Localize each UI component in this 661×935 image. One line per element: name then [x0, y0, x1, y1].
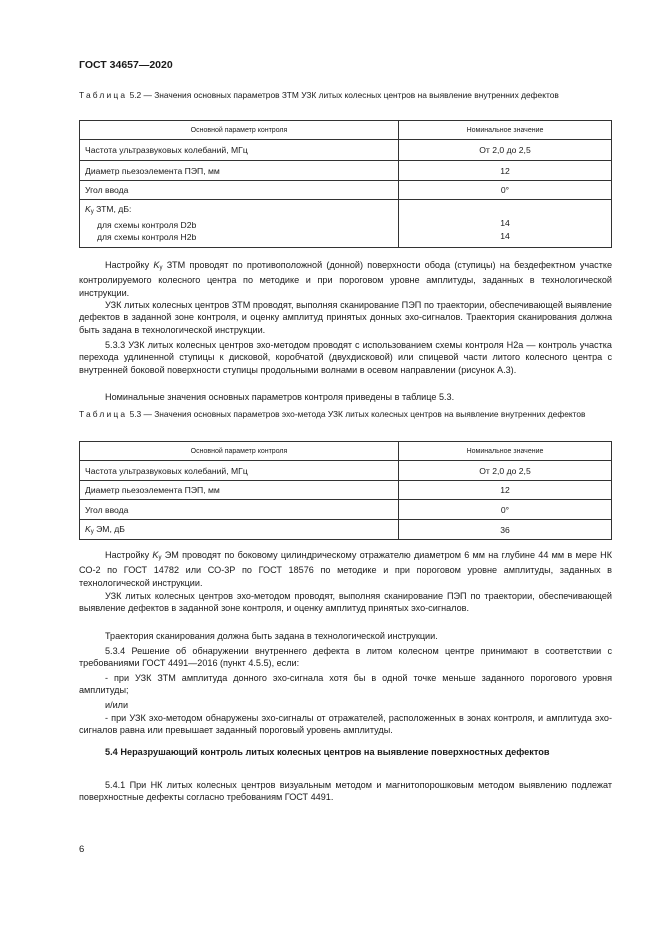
ky-subscript: у [90, 209, 94, 216]
ky-value: 14 [500, 218, 510, 229]
table-header-row [80, 442, 612, 461]
param-cell [80, 200, 399, 248]
table-row [80, 481, 612, 500]
table-row [80, 140, 612, 161]
paragraph: и/или [105, 700, 129, 710]
table-header-row [80, 121, 612, 140]
value-cell: 12 [399, 481, 612, 500]
value-cell [399, 200, 612, 248]
table-5-2 [79, 120, 612, 248]
list-item: - при УЗК эхо-методом обнаружены эхо-сигналы от отражателей, расположенных в зонах контроля, и амплитуда эхо-сигналов равна или превышает заданный пороговый уровень амплитуды. [79, 713, 612, 736]
column-header-parameter: Основной параметр контроля [80, 442, 399, 461]
section-heading-5-4: 5.4 Неразрушающий контроль литых колесных центров на выявление поверхностных дефектов [105, 747, 550, 757]
table-5-2-caption [79, 90, 612, 101]
param-cell: Диаметр пьезоэлемента ПЭП, мм [80, 161, 399, 181]
table-row [80, 200, 612, 248]
param-cell: Угол ввода [80, 500, 399, 520]
table-row [80, 461, 612, 481]
paragraph: Настройку $K_у$ ЭМ проводят по боковому цилиндрическому отражателю диаметром 6 мм на глубине 44 мм в мере НК СО-2 по ГОСТ 14782 или СО-3Р по ГОСТ 18576 по методике и при пороговом уровне амплитуды, заданных в технологической инструкции. [79, 550, 612, 588]
param-cell: Диаметр пьезоэлемента ПЭП, мм [80, 481, 399, 500]
caption-text: 5.3 — Значения основных параметров эхо-метода УЗК литых колесных центров на выявление внутренних дефектов [127, 409, 586, 419]
paragraph: Траектория сканирования должна быть задана в технологической инструкции. [105, 631, 438, 641]
ky-label-rest: ЭМ, дБ [93, 524, 125, 534]
paragraph-5-3-3: 5.3.3 УЗК литых колесных центров эхо-методом проводят с использованием схемы контроля H2a — контроль участка перехода удлиненной ступицы к дисковой, коробчатой (двухдисковой) или спицевой части литого колесного центра с внутренней боковой поверхности ступицы продольными волнами в осевом направлении (рисунок А.3). [79, 340, 612, 375]
list-item: - при УЗК ЗТМ амплитуда донного эхо-сигнала хотя бы в одной точке меньше заданного порогового уровня амплитуды; [79, 673, 612, 696]
paragraph: Номинальные значения основных параметров контроля приведены в таблице 5.3. [105, 392, 455, 402]
table-5-3 [79, 441, 612, 540]
paragraph-5-3-4: 5.3.4 Решение об обнаружении внутреннего дефекта в литом колесном центре принимают в соответствии с требованиями ГОСТ 4491—2016 (пункт 4.5.5), если: [79, 646, 612, 669]
param-cell [80, 520, 399, 540]
column-header-parameter: Основной параметр контроля [80, 121, 399, 140]
ky-label-rest: ЗТМ, дБ: [93, 204, 132, 215]
value-cell: 0° [399, 500, 612, 520]
caption-word: Таблица [79, 90, 128, 100]
paragraph: УЗК литых колесных центров ЗТМ проводят, выполняя сканирование ПЭП по траектории, обеспечивающей выявление дефектов в заданной зоне контроля, и оценку амплитуд принятых донных эхо-сигналов. Траектория сканирования должна быть задана в технологической инструкции. [79, 300, 612, 335]
table-row [80, 181, 612, 200]
ky-line: для схемы контроля D2b [97, 219, 197, 230]
caption-text: 5.2 — Значения основных параметров ЗТМ УЗК литых колесных центров на выявление внутренних дефектов [127, 90, 559, 100]
ky-symbol: K [85, 204, 91, 215]
column-header-value: Номинальное значение [399, 121, 612, 140]
column-header-value: Номинальное значение [399, 442, 612, 461]
value-cell: От 2,0 до 2,5 [399, 140, 612, 161]
table-row [80, 520, 612, 540]
table-row [80, 161, 612, 181]
ky-subscript: у [90, 529, 94, 535]
ky-line: для схемы контроля H2b [97, 232, 197, 243]
value-cell: 12 [399, 161, 612, 181]
table-5-3-caption [79, 409, 612, 420]
caption-word: Таблица [79, 409, 128, 419]
table-row [80, 500, 612, 520]
value-cell: 0° [399, 181, 612, 200]
paragraph-5-4-1: 5.4.1 При НК литых колесных центров визуальным методом и магнитопорошковым методом выявлению подлежат поверхностные дефекты согласно требованиям ГОСТ 4491. [79, 780, 612, 803]
value-cell: 36 [399, 520, 612, 540]
param-cell: Частота ультразвуковых колебаний, МГц [80, 140, 399, 161]
paragraph: Настройку $K_у$ ЗТМ проводят по противоположной (донной) поверхности обода (ступицы) на бездефектном участке контролируемого колесного центра по методике и при пороговом уровне амплитуды, заданных в технологической инструкции. [79, 260, 613, 298]
param-cell: Угол ввода [80, 181, 399, 200]
paragraph: УЗК литых колесных центров эхо-методом проводят, выполняя сканирование ПЭП по траектории, обеспечивающей выявление дефектов в заданной зоне контроля, и оценку амплитуд принятых эхо-сигналов. [79, 591, 612, 614]
page-number: 6 [79, 844, 85, 855]
document-header: ГОСТ 34657—2020 [79, 59, 173, 71]
value-cell: От 2,0 до 2,5 [399, 461, 612, 481]
ky-value: 14 [500, 230, 510, 241]
ky-symbol: K [85, 524, 91, 534]
param-cell: Частота ультразвуковых колебаний, МГц [80, 461, 399, 481]
